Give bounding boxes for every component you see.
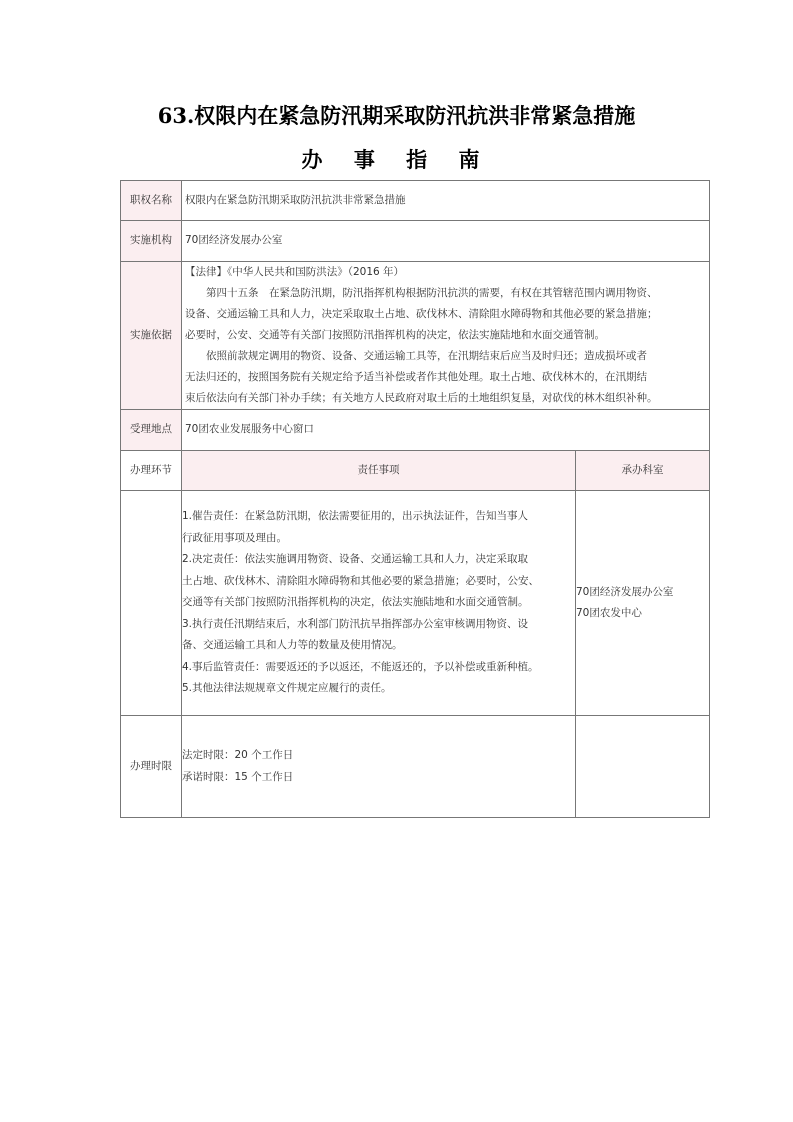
responsibility-line: 土占地、砍伐林木、清除阻水障碍物和其他必要的紧急措施；必要时，公安、	[182, 574, 539, 587]
time-values	[182, 716, 576, 818]
document-title: 63.权限内在紧急防汛期采取防汛抗洪非常紧急措施	[157, 103, 636, 128]
responsibility-line: 2.决定责任：依法实施调用物资、设备、交通运输工具和人力，决定采取取	[182, 553, 529, 566]
basis-line: 【法律】《中华人民共和国防洪法》（2016 年）	[185, 266, 405, 278]
label-basis: 实施依据	[121, 262, 182, 410]
basis-line: 无法归还的，按照国务院有关规定给予适当补偿或者作其他处理。取土占地、砍伐林木的，在汛期结	[185, 371, 647, 383]
responsibility-line: 5.其他法律法规规章文件规定应履行的责任。	[182, 682, 392, 695]
time-line: 法定时限：20 个工作日	[182, 749, 294, 761]
department-line: 70团经济发展办公室	[576, 586, 674, 598]
label-name: 职权名称	[121, 181, 182, 221]
header-department: 承办科室	[576, 451, 710, 491]
responsibility-line: 交通等有关部门按照防汛指挥机构的决定，依法实施陆地和水面交通管制。	[182, 596, 529, 609]
time-blank	[576, 716, 710, 818]
label-agency: 实施机构	[121, 221, 182, 262]
label-time: 办理时限	[121, 716, 182, 818]
responsibility-line: 4.事后监管责任：需要返还的予以返还，不能返还的，予以补偿或重新种植。	[182, 660, 539, 673]
row-basis	[121, 262, 710, 410]
basis-line: 设备、交通运输工具和人力，决定采取取土占地、砍伐林木、清除阻水障碍物和其他必要的紧急措施；	[185, 308, 658, 320]
row-location	[121, 410, 710, 451]
row-agency	[121, 221, 710, 262]
department-line: 70团农发中心	[576, 607, 642, 619]
guide-table	[120, 180, 710, 818]
responsibility-line: 3.执行责任汛期结束后，水利部门防汛抗旱指挥部办公室审核调用物资、设	[182, 617, 529, 630]
basis-line: 第四十五条 在紧急防汛期，防汛指挥机构根据防汛抗洪的需要，有权在其管辖范围内调用物资、	[206, 287, 658, 299]
header-responsibility: 责任事项	[182, 451, 576, 491]
row-process-header	[121, 451, 710, 491]
responsibility-line: 备、交通运输工具和人力等的数量及使用情况。	[182, 639, 403, 652]
value-name: 权限内在紧急防汛期采取防汛抗洪非常紧急措施	[182, 181, 710, 221]
responsibility-list	[182, 491, 576, 716]
process-blank	[121, 491, 182, 716]
label-process: 办理环节	[121, 451, 182, 491]
basis-line: 必要时，公安、交通等有关部门按照防汛指挥机构的决定，依法实施陆地和水面交通管制。	[185, 329, 605, 341]
value-agency: 70团经济发展办公室	[182, 221, 710, 262]
basis-line: 束后依法向有关部门补办手续；有关地方人民政府对取土后的土地组织复垦，对砍伐的林木组织补种。	[185, 392, 658, 404]
value-location: 70团农业发展服务中心窗口	[182, 410, 710, 451]
label-location: 受理地点	[121, 410, 182, 451]
document-subtitle: 办 事 指 南	[301, 147, 492, 172]
value-basis	[182, 262, 710, 410]
department-list	[576, 491, 710, 716]
responsibility-line: 行政征用事项及理由。	[182, 531, 287, 544]
time-line: 承诺时限：15 个工作日	[182, 770, 294, 783]
responsibility-line: 1.催告责任：在紧急防汛期，依法需要征用的，出示执法证件，告知当事人	[182, 510, 529, 523]
row-time	[121, 716, 710, 818]
row-process	[121, 491, 710, 716]
basis-line: 依照前款规定调用的物资、设备、交通运输工具等，在汛期结束后应当及时归还；造成损坏或者	[206, 350, 647, 362]
row-name	[121, 181, 710, 221]
